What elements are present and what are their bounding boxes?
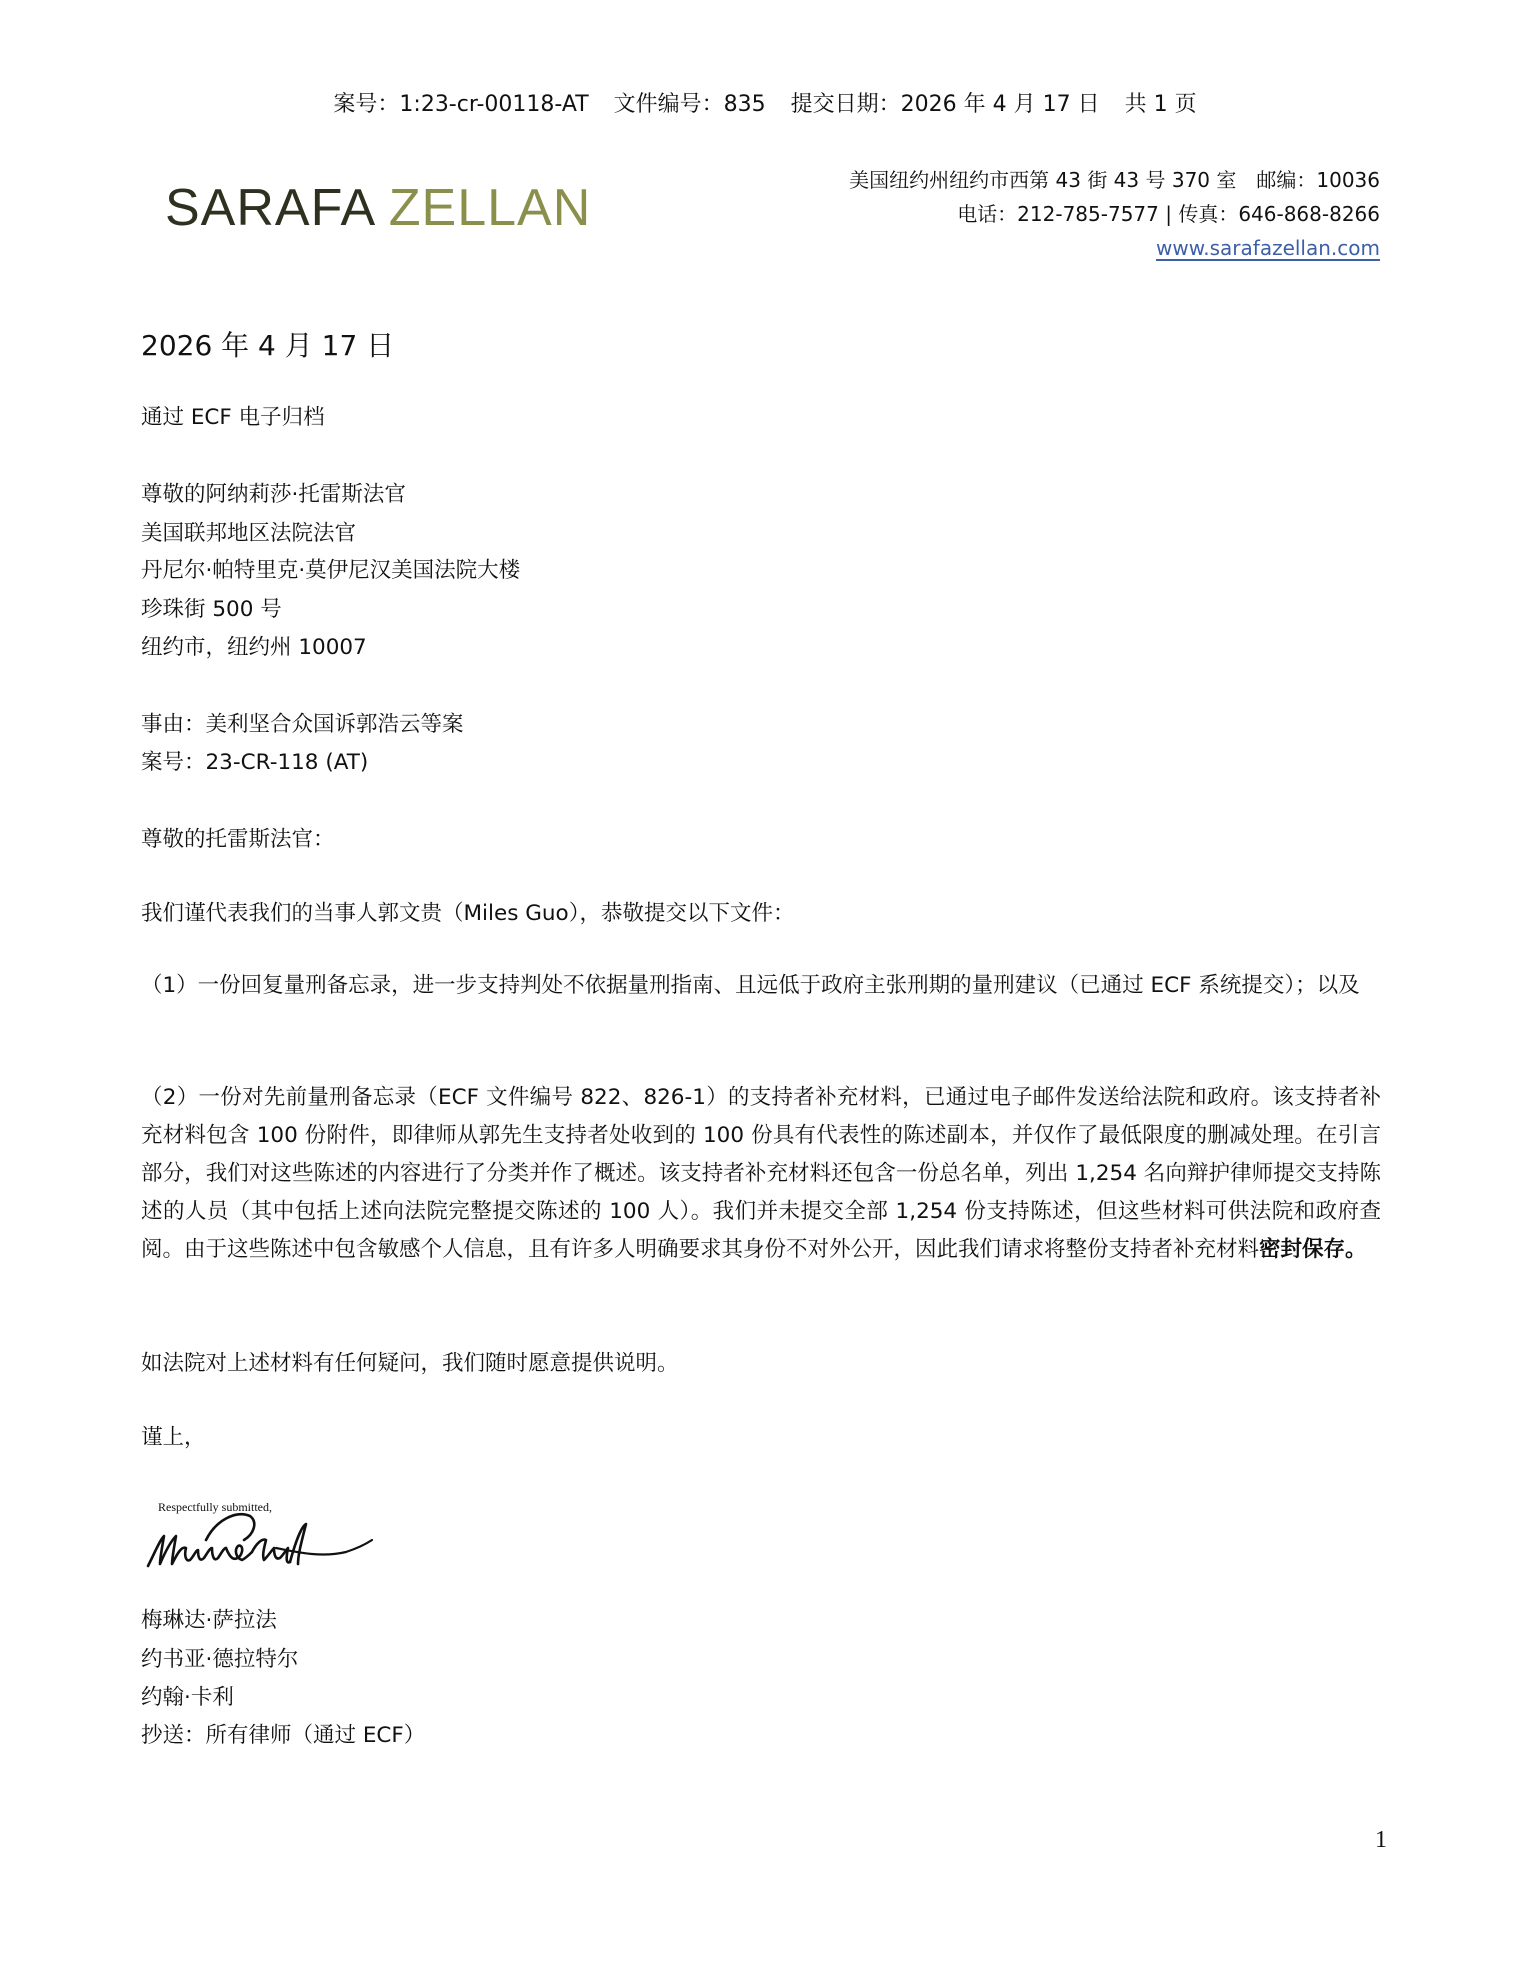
cc-line: 抄送：所有律师（通过 ECF）	[141, 1723, 426, 1748]
item-1-paragraph: （1）一份回复量刑备忘录，进一步支持判处不依据量刑指南、且远低于政府主张刑期的量刑建议（已通过 ECF 系统提交）；以及	[141, 973, 1360, 998]
signatory-name: 约书亚·德拉特尔	[141, 1647, 299, 1672]
logo-zellan: ZELLAN	[388, 179, 592, 237]
firm-phone-fax: 电话：212-785-7577 | 传真：646-868-8266	[957, 202, 1380, 226]
delivery-method: 通过 ECF 电子归档	[141, 405, 325, 430]
recipient-line: 纽约市，纽约州 10007	[141, 635, 367, 660]
intro-paragraph: 我们谨代表我们的当事人郭文贵（Miles Guo），恭敬提交以下文件：	[141, 901, 795, 926]
firm-address: 美国纽约州纽约市西第 43 街 43 号 370 室 邮编：10036	[849, 168, 1380, 192]
recipient-line: 尊敬的阿纳莉莎·托雷斯法官	[141, 482, 406, 507]
page-number: 1	[1375, 1827, 1387, 1853]
item-2-paragraph	[141, 1079, 1381, 1269]
re-line: 事由：美利坚合众国诉郭浩云等案	[141, 712, 464, 737]
signature-caption: Respectfully submitted,	[158, 1500, 272, 1514]
document-number: 文件编号：835	[613, 92, 766, 117]
firm-logo	[165, 178, 591, 238]
page-count: 共 1 页	[1124, 92, 1197, 117]
item-2-emphasis: 密封保存。	[1259, 1237, 1367, 1262]
recipient-line: 珍珠街 500 号	[141, 597, 282, 622]
case-number-line: 案号：23-CR-118 (AT)	[141, 750, 369, 775]
signatory-name: 梅琳达·萨拉法	[141, 1608, 277, 1633]
case-number: 案号：1:23-cr-00118-AT	[333, 92, 589, 117]
firm-website-link[interactable]: www.sarafazellan.com	[1156, 236, 1380, 260]
signatory-name: 约翰·卡利	[141, 1685, 234, 1710]
court-filing-header	[0, 90, 1530, 120]
item-2-text: （2）一份对先前量刑备忘录（ECF 文件编号 822、826-1）的支持者补充材料，已通过电子邮件发送给法院和政府。该支持者补充材料包含 100 份附件，即律师从郭先生支持者处收到的 100 份具有代表性的陈述副本，并仅作了最低限度的删减处理。在引言部分，我们对这些陈述的内容进行了分类并作了概述。该支持者补充材料还包含一份总名单，列出 1,254 名向辩护律师提交支持陈述的人员（其中包括上述向法院完整提交陈述的 100 人）。我们并未提交全部 1,254 份支持陈述，但这些材料可供法院和政府查阅。由于这些陈述中包含敏感个人信息，且有许多人明确要求其身份不对外公开，因此我们请求将整份支持者补充材料	[141, 1085, 1381, 1262]
valediction: 谨上，	[141, 1425, 206, 1450]
closing-paragraph: 如法院对上述材料有任何疑问，我们随时愿意提供说明。	[141, 1351, 679, 1376]
recipient-line: 美国联邦地区法院法官	[141, 521, 357, 546]
salutation: 尊敬的托雷斯法官：	[141, 827, 335, 852]
letter-date: 2026 年 4 月 17 日	[141, 329, 395, 362]
signature-image	[146, 1500, 376, 1572]
recipient-line: 丹尼尔·帕特里克·莫伊尼汉美国法院大楼	[141, 558, 521, 583]
logo-sarafa: SARAFA	[165, 179, 374, 237]
filed-date: 提交日期：2026 年 4 月 17 日	[790, 92, 1100, 117]
